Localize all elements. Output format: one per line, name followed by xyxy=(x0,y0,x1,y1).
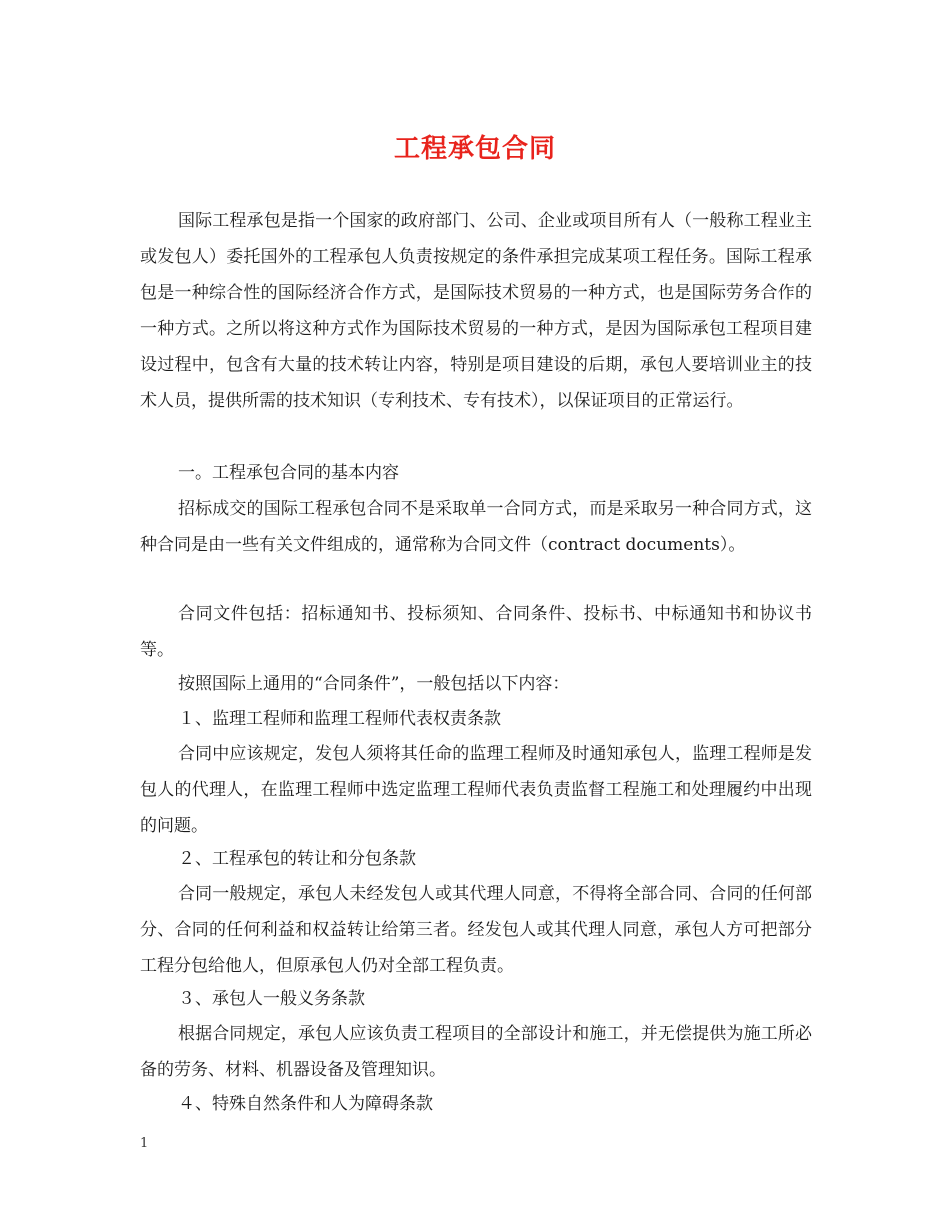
paragraph-contract-documents: 合同文件包括：招标通知书、投标须知、合同条件、投标书、中标通知书和协议书等。 xyxy=(140,604,812,660)
paragraph-obligations: 根据合同规定，承包人应该负责工程项目的全部设计和施工，并无偿提供为施工所必备的劳务、材料、机器设备及管理知识。 xyxy=(140,1024,812,1080)
section-heading-transfer: ２、工程承包的转让和分包条款 xyxy=(178,849,416,869)
paragraph-contract-method: 招标成交的国际工程承包合同不是采取单一合同方式，而是采取另一种合同方式，这种合同是由一些有关文件组成的，通常称为合同文件（contract documents）。 xyxy=(140,499,812,555)
document-title: 工程承包合同 xyxy=(393,134,556,164)
paragraph-transfer: 合同一般规定，承包人未经发包人或其代理人同意，不得将全部合同、合同的任何部分、合同的任何利益和权益转让给第三者。经发包人或其代理人同意，承包人方可把部分工程分包给他人，但原承包人仍对全部工程负责。 xyxy=(140,884,812,976)
section-heading-obligations: ３、承包人一般义务条款 xyxy=(178,989,365,1009)
paragraph-supervisor: 合同中应该规定，发包人须将其任命的监理工程师及时通知承包人，监理工程师是发包人的代理人，在监理工程师中选定监理工程师代表负责监督工程施工和处理履约中出现的问题。 xyxy=(140,744,812,836)
page-number: 1 xyxy=(140,1136,149,1151)
section-heading-supervisor: １、监理工程师和监理工程师代表权责条款 xyxy=(178,709,501,729)
paragraph-general-conditions: 按照国际上通用的“合同条件”，一般包括以下内容： xyxy=(178,674,570,694)
intro-paragraph: 国际工程承包是指一个国家的政府部门、公司、企业或项目所有人（一般称工程业主或发包人）委托国外的工程承包人负责按规定的条件承担完成某项工程任务。国际工程承包是一种综合性的国际经济合作方式，是国际技术贸易的一种方式，也是国际劳务合作的一种方式。之所以将这种方式作为国际技术贸易的一种方式，是因为国际承包工程项目建设过程中，包含有大量的技术转让内容，特别是项目建设的后期，承包人要培训业主的技术人员，提供所需的技术知识（专利技术、专有技术），以保证项目的正常运行。 xyxy=(140,211,812,411)
section-heading-1: 一。工程承包合同的基本内容 xyxy=(178,463,399,483)
section-heading-special-conditions: ４、特殊自然条件和人为障碍条款 xyxy=(178,1094,433,1114)
